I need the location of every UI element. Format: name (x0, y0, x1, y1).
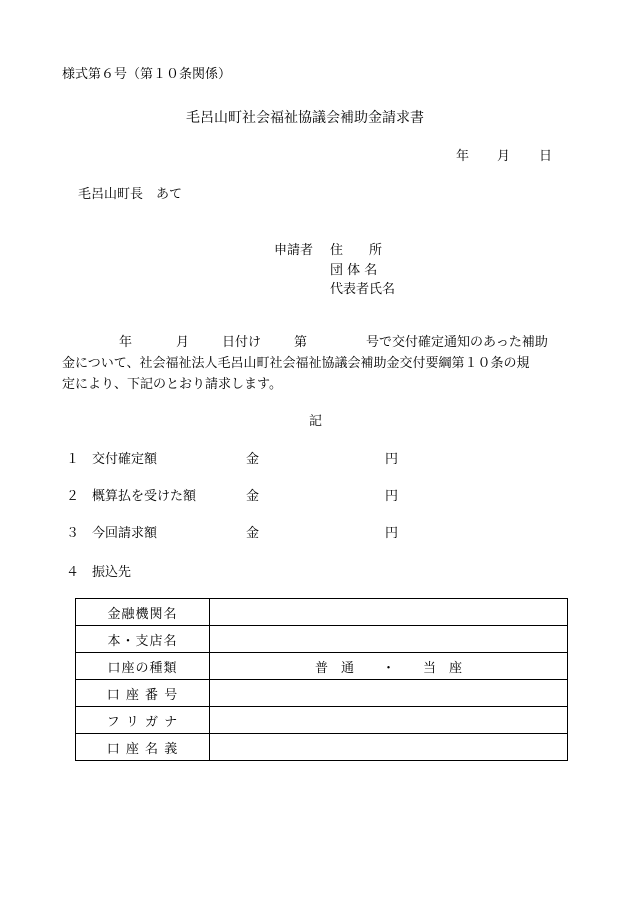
furigana-field[interactable] (210, 707, 568, 734)
bank-name-label: 金融機関名 (76, 599, 210, 626)
table-row (76, 626, 568, 653)
bank-table (75, 598, 568, 761)
item-yen: 円 (385, 526, 399, 541)
account-type-toza[interactable]: 当 座 (423, 660, 463, 676)
branch-name-label: 本・支店名 (76, 626, 210, 653)
body-dated: 日付け (222, 335, 262, 350)
applicant-rep-label: 代表者氏名 (330, 282, 396, 297)
applicant-org-label: 団 体 名 (330, 263, 378, 278)
body-rest: 号で交付確定通知のあった補助 (366, 335, 548, 350)
branch-name-field[interactable] (210, 626, 568, 653)
page-title: 毛呂山町社会福祉協議会補助金請求書 (186, 110, 424, 126)
item-number: ３ (66, 526, 80, 541)
item-kin: 金 (246, 526, 260, 541)
bank-name-field[interactable] (210, 599, 568, 626)
account-holder-field[interactable] (210, 734, 568, 761)
table-row (76, 734, 568, 761)
item-label: 概算払を受けた額 (92, 489, 197, 504)
ki-heading: 記 (309, 414, 323, 429)
body-line-2: 金について、社会福祉法人毛呂山町社会福祉協議会補助金交付要綱第１０条の規 (62, 356, 530, 371)
furigana-label: フ リ ガ ナ (76, 707, 210, 734)
body-month: 月 (176, 335, 190, 350)
applicant-address-label: 住 所 (330, 243, 383, 258)
account-type-futsu[interactable]: 普 通 (314, 660, 354, 676)
item-number: ２ (66, 489, 80, 504)
date-year: 年 (456, 149, 470, 164)
item-kin: 金 (246, 452, 260, 467)
account-number-label: 口 座 番 号 (76, 680, 210, 707)
account-holder-label: 口 座 名 義 (76, 734, 210, 761)
transfer-number: ４ (66, 565, 80, 580)
body-line-3: 定により、下記のとおり請求します。 (62, 377, 282, 392)
addressee: 毛呂山町長 あて (78, 187, 183, 202)
transfer-label: 振込先 (92, 565, 132, 580)
account-type-field[interactable] (210, 653, 568, 680)
account-number-field[interactable] (210, 680, 568, 707)
form-number: 様式第６号（第１０条関係） (62, 67, 232, 82)
body-year: 年 (119, 335, 133, 350)
table-row (76, 653, 568, 680)
applicant-label: 申請者 (274, 243, 314, 258)
account-type-separator: ・ (381, 660, 395, 676)
item-yen: 円 (385, 489, 399, 504)
body-dai: 第 (294, 335, 308, 350)
item-number: １ (66, 452, 80, 467)
date-month: 月 (497, 149, 511, 164)
item-label: 今回請求額 (92, 526, 158, 541)
account-type-label: 口座の種類 (76, 653, 210, 680)
table-row (76, 599, 568, 626)
table-row (76, 680, 568, 707)
item-yen: 円 (385, 452, 399, 467)
date-day: 日 (539, 149, 553, 164)
table-row (76, 707, 568, 734)
item-label: 交付確定額 (92, 452, 158, 467)
item-kin: 金 (246, 489, 260, 504)
